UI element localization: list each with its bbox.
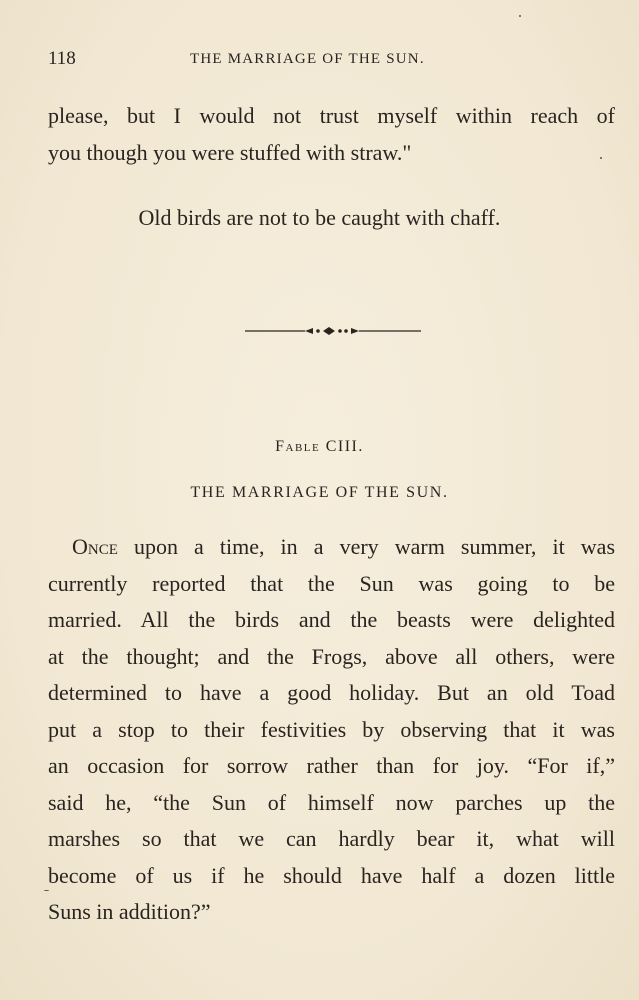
opening-word: Once [72,534,118,559]
paper-speck [600,157,602,159]
fable-body [48,529,615,931]
prose-line [48,529,615,566]
page-header [48,48,464,72]
prose-line: become of us if he should have half a dozen little [48,862,615,888]
paper-speck [519,15,521,17]
paper-speck [44,890,49,891]
prose-line: Suns in addition?” [48,899,211,924]
prose-line-text: upon a time, in a very warm summer, it was [117,534,615,559]
prose-line: married. All the birds and the beasts were delighted [48,607,615,632]
prose-line: put a stop to their festivities by observing that it was [48,716,615,742]
fable-title: THE MARRIAGE OF THE SUN. [190,484,449,501]
prose-line: said he, “the Sun of himself now parches up the [48,789,615,815]
prose-line: marshes so that we can hardly bear it, what will [48,826,615,851]
prose-line: an occasion for sorrow rather than for joy. “For if,” [48,753,615,778]
prose-line: determined to have a good holiday. But an old Toad [48,680,615,705]
fable-number: Fable CIII. [275,438,364,455]
prose-line: at the thought; and the Frogs, above all others, were [48,643,615,669]
prose-line: please, but I would not trust myself within reach of [48,103,615,128]
previous-fable-ending [48,98,615,171]
prose-line: you though you were stuffed with straw." [48,139,412,165]
decorative-rule-ornament-icon [245,323,421,339]
fable-moral: Old birds are not to be caught with chaff. [138,205,501,230]
running-title: THE MARRIAGE OF THE SUN. [190,51,425,67]
page-number: 118 [48,48,76,69]
prose-line: currently reported that the Sun was going to be [48,570,615,596]
